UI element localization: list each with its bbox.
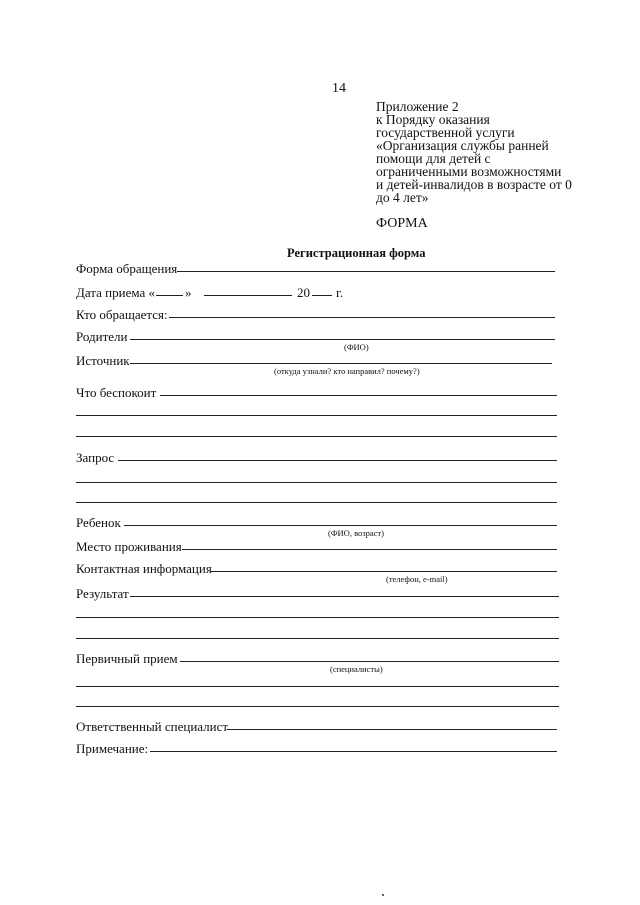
primary-line-3[interactable] <box>76 706 559 707</box>
date-year-field[interactable] <box>312 295 332 296</box>
result-line-3[interactable] <box>76 638 559 639</box>
note-field[interactable] <box>150 751 557 752</box>
concern-field[interactable] <box>160 395 557 396</box>
concern-line-3[interactable] <box>76 436 557 437</box>
request-label: Запрос <box>76 450 115 465</box>
annex-line: к Порядку оказания <box>376 112 490 127</box>
date-month-field[interactable] <box>204 295 292 296</box>
annex-block <box>376 100 572 204</box>
annex-line: до 4 лет» <box>376 190 429 205</box>
date-quote-close: » <box>185 285 192 300</box>
result-field[interactable] <box>130 596 559 597</box>
annex-line: и детей-инвалидов в возрасте от 0 <box>376 177 572 192</box>
source-hint: (откуда узнали? кто направил? почему?) <box>274 366 420 376</box>
result-label: Результат <box>76 586 129 601</box>
contact-label: Контактная информация <box>76 561 212 576</box>
annex-line: государственной услуги <box>376 125 515 140</box>
note-label: Примечание: <box>76 741 149 756</box>
request-line-3[interactable] <box>76 502 557 503</box>
annex-line: помощи для детей с <box>376 151 491 166</box>
date-year-suffix: г. <box>336 285 344 300</box>
who-applies-label: Кто обращается: <box>76 307 168 322</box>
parents-label: Родители <box>76 329 128 344</box>
request-line-2[interactable] <box>76 482 557 483</box>
primary-reception-field[interactable] <box>180 661 559 662</box>
who-applies-field[interactable] <box>169 317 555 318</box>
concern-line-2[interactable] <box>76 415 557 416</box>
primary-line-2[interactable] <box>76 686 559 687</box>
child-field[interactable] <box>124 525 557 526</box>
annex-line: «Организация службы ранней <box>376 138 549 153</box>
parents-hint: (ФИО) <box>344 342 369 352</box>
responsible-label: Ответственный специалист <box>76 719 229 734</box>
form-title: Регистрационная форма <box>287 246 426 260</box>
result-line-2[interactable] <box>76 617 559 618</box>
date-day-field[interactable] <box>156 295 183 296</box>
contact-hint: (телефон, e-mail) <box>386 574 448 584</box>
parents-field[interactable] <box>130 339 555 340</box>
appeal-form-label: Форма обращения <box>76 261 178 276</box>
request-field[interactable] <box>118 460 557 461</box>
appeal-form-field[interactable] <box>177 271 555 272</box>
primary-reception-hint: (специалисты) <box>330 664 383 674</box>
annex-line: ограниченными возможностями <box>376 164 562 179</box>
date-label: Дата приема « <box>76 285 156 300</box>
concern-label: Что беспокоит <box>76 385 157 400</box>
child-hint: (ФИО, возраст) <box>328 528 384 538</box>
date-year-prefix: 20 <box>297 285 310 300</box>
residence-field[interactable] <box>182 549 557 550</box>
responsible-field[interactable] <box>227 729 557 730</box>
primary-reception-label: Первичный прием <box>76 651 178 666</box>
forma-label: ФОРМА <box>376 216 428 231</box>
child-label: Ребенок <box>76 515 121 530</box>
residence-label: Место проживания <box>76 539 182 554</box>
source-label: Источник <box>76 353 130 368</box>
source-field[interactable] <box>130 363 552 364</box>
scan-speck <box>382 894 384 896</box>
contact-field[interactable] <box>211 571 557 572</box>
page-number: 14 <box>332 81 346 96</box>
annex-line: Приложение 2 <box>376 99 459 114</box>
